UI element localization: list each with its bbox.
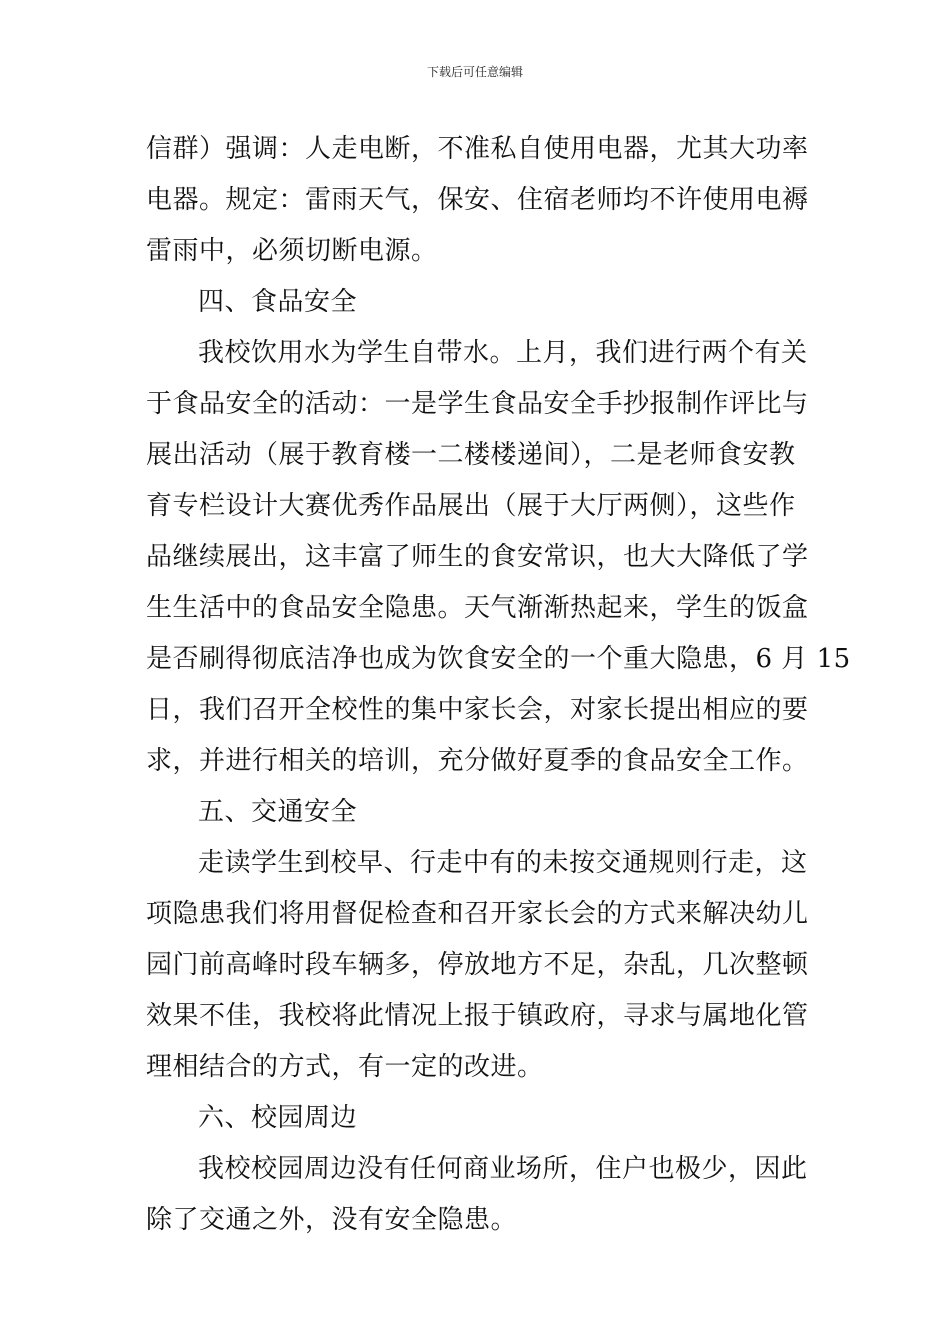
text-line: 日，我们召开全校性的集中家长会，对家长提出相应的要 [146, 695, 809, 725]
text-line: 求，并进行相关的培训，充分做好夏季的食品安全工作。 [146, 746, 809, 776]
text-line: 育专栏设计大赛优秀作品展出（展于大厅两侧），这些作 [146, 491, 796, 521]
text-line: 品继续展出，这丰富了师生的食安常识，也大大降低了学 [146, 542, 809, 572]
text-line: 展出活动（展于教育楼一二楼楼递间），二是老师食安教 [146, 440, 796, 470]
text-line: 电器。规定：雷雨天气，保安、住宿老师均不许使用电褥 [146, 185, 809, 215]
text-line: 生生活中的食品安全隐患。天气渐渐热起来，学生的饭盒 [146, 593, 809, 623]
text-line: 除了交通之外，没有安全隐患。 [146, 1205, 518, 1235]
text-line: 园门前高峰时段车辆多，停放地方不足，杂乱，几次整顿 [146, 950, 809, 980]
text-line: 于食品安全的活动：一是学生食品安全手抄报制作评比与 [146, 389, 809, 419]
text-line: 我校校园周边没有任何商业场所，住户也极少，因此 [198, 1154, 808, 1184]
page-header: 下载后可任意编辑 [426, 65, 523, 79]
text-line: 我校饮用水为学生自带水。上月，我们进行两个有关 [198, 338, 808, 368]
text-line: 效果不佳，我校将此情况上报于镇政府，寻求与属地化管 [146, 1001, 809, 1031]
text-line: 雷雨中，必须切断电源。 [146, 236, 438, 266]
section-heading: 四、食品安全 [198, 287, 358, 317]
section-heading: 六、校园周边 [198, 1103, 358, 1133]
text-line: 理相结合的方式，有一定的改进。 [146, 1052, 544, 1082]
text-line: 走读学生到校早、行走中有的未按交通规则行走，这 [198, 848, 808, 878]
text-line: 项隐患我们将用督促检查和召开家长会的方式来解决幼儿 [146, 899, 809, 929]
section-heading: 五、交通安全 [198, 797, 358, 827]
text-line: 信群）强调：人走电断，不准私自使用电器，尤其大功率 [146, 134, 809, 164]
document-body [146, 124, 851, 1246]
text-line: 是否刷得彻底洁净也成为饮食安全的一个重大隐患，6 月 15 [146, 644, 851, 674]
